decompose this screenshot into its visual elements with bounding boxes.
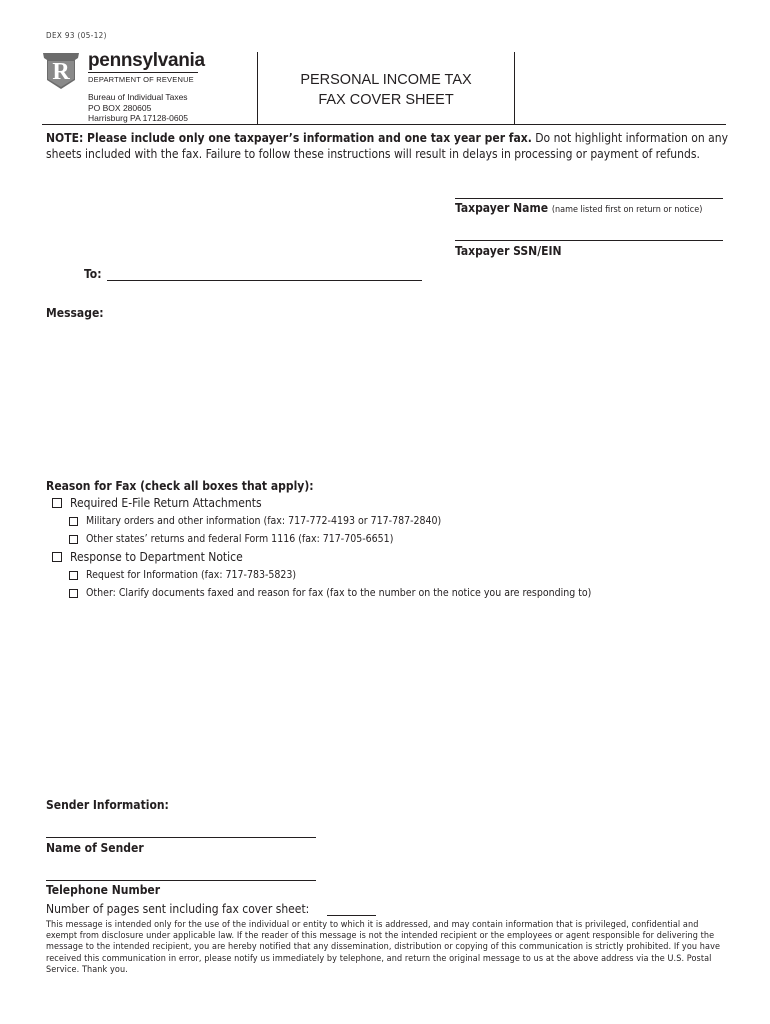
telephone-label: Telephone Number — [46, 883, 161, 897]
option-label: Request for Information (fax: 717-783-5823) — [86, 569, 297, 581]
note-emphasis: NOTE: Please include only one taxpayer’s information and one tax year per fax. — [46, 131, 532, 145]
message-label: Message: — [46, 306, 104, 320]
address-line: Bureau of Individual Taxes — [88, 92, 188, 102]
checkbox[interactable] — [69, 571, 78, 580]
address-line: Harrisburg PA 17128-0605 — [88, 113, 189, 123]
header-divider — [514, 52, 515, 124]
taxpayer-ssn-field[interactable] — [455, 240, 723, 241]
department-name: DEPARTMENT OF REVENUE — [88, 75, 194, 84]
checkbox[interactable] — [69, 589, 78, 598]
taxpayer-ssn-label: Taxpayer SSN/EIN — [455, 244, 562, 258]
checkbox[interactable] — [69, 517, 78, 526]
mailing-address — [88, 92, 188, 124]
option-label: Military orders and other information (fax: 717-772-4193 or 717-787-2840) — [86, 515, 442, 527]
reason-option-other[interactable] — [69, 587, 591, 599]
checkbox[interactable] — [52, 552, 62, 562]
title-line: FAX COVER SHEET — [318, 92, 454, 108]
to-field[interactable] — [107, 280, 422, 281]
reason-option-other-states[interactable] — [69, 533, 393, 545]
sender-name-label: Name of Sender — [46, 841, 144, 855]
option-label: Other: Clarify documents faxed and reason for fax (fax to the number on the notice you are responding to) — [86, 587, 592, 599]
confidentiality-disclaimer: This message is intended only for the use of the individual or entity to which it is addressed, and may contain information that is privileged, confidential and exempt from disclosure under applicable law. If the reader of this message is not the intended recipient or the employees or agent responsible for delivering the message to the intended recipient, you are hereby notified that any dissemination, distribution or copying of this communication is strictly prohibited. If you have received this communication in error, please notify us immediately by telephone, and return the original message to us at the above address via the U.S. Postal Service. Thank you. — [46, 920, 721, 975]
header-rule — [42, 124, 726, 125]
logo-letter: R — [52, 59, 70, 85]
address-line: PO BOX 280605 — [88, 102, 152, 113]
reason-option-military[interactable] — [69, 515, 441, 527]
to-label: To: — [84, 267, 102, 281]
message-area[interactable] — [46, 324, 726, 469]
reason-option-efile[interactable] — [52, 496, 262, 510]
option-label: Response to Department Notice — [70, 550, 243, 564]
brand-name: pennsylvania — [88, 50, 205, 71]
form-code: DEX 93 (05-12) — [46, 31, 107, 40]
note-text: Do not highlight information on any sheets included with the fax. Failure to follow these instructions will result in delays in processing or payment of refunds. — [46, 131, 729, 161]
reason-option-notice[interactable] — [52, 550, 243, 564]
title-line: PERSONAL INCOME TAX — [300, 72, 472, 88]
instructions-note — [46, 130, 730, 162]
sender-title: Sender Information: — [46, 798, 169, 812]
pages-count-field[interactable] — [327, 915, 376, 916]
taxpayer-name-field[interactable] — [455, 198, 723, 199]
taxpayer-name-note: (name listed first on return or notice) — [551, 205, 703, 215]
pages-label: Number of pages sent including fax cover sheet: — [46, 902, 310, 916]
sender-name-field[interactable] — [46, 837, 316, 838]
keystone-logo-icon — [42, 50, 80, 90]
reason-title: Reason for Fax (check all boxes that apply): — [46, 479, 314, 493]
option-label: Required E-File Return Attachments — [70, 496, 262, 510]
taxpayer-name-label: Taxpayer Name (name listed first on return or notice) — [455, 201, 703, 215]
checkbox[interactable] — [69, 535, 78, 544]
form-title — [258, 70, 514, 110]
option-label: Other states’ returns and federal Form 1116 (fax: 717-705-6651) — [86, 533, 394, 545]
reason-option-request-info[interactable] — [69, 569, 296, 581]
brand-underline — [88, 72, 198, 73]
telephone-field[interactable] — [46, 880, 316, 881]
checkbox[interactable] — [52, 498, 62, 508]
